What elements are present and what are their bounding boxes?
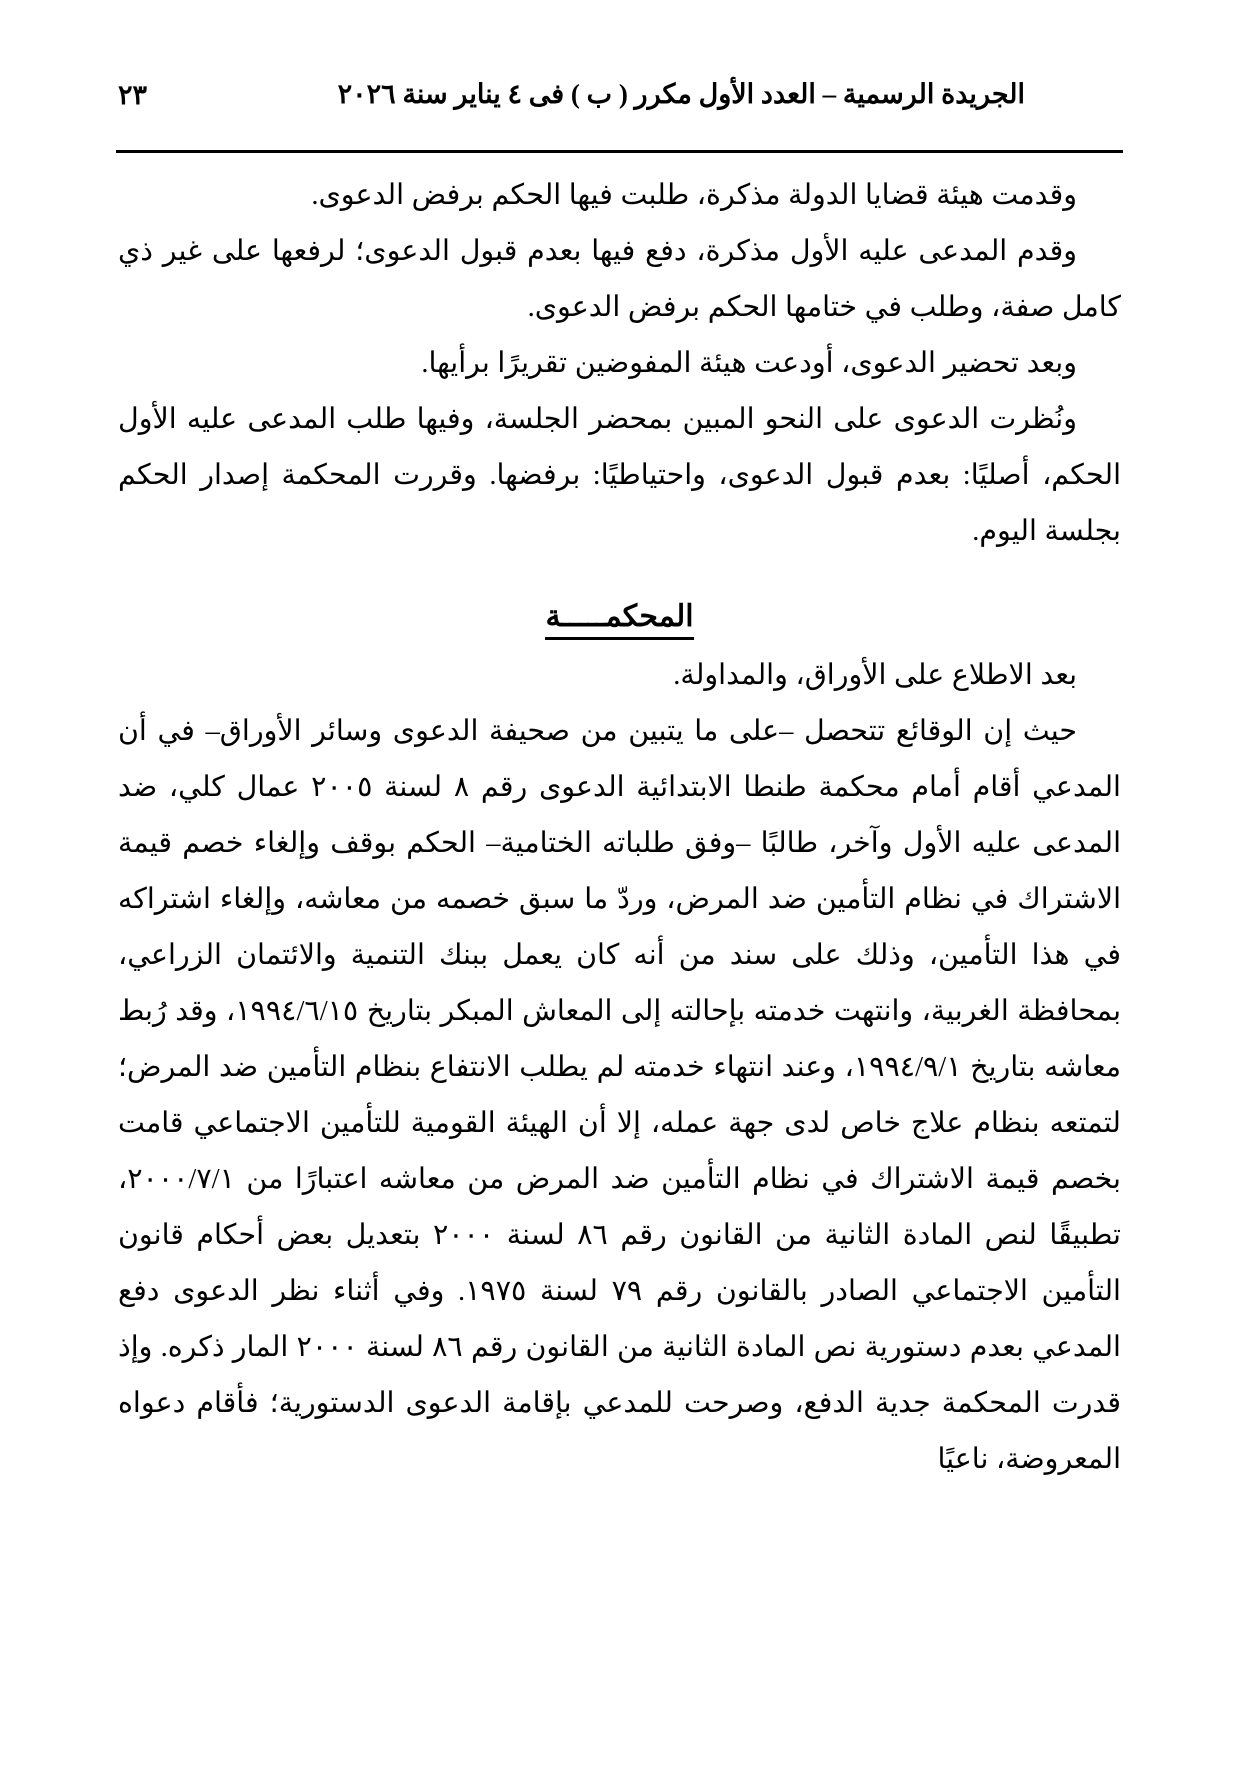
header-divider-rule xyxy=(116,150,1123,153)
paragraph-commissioners-report: وبعد تحضير الدعوى، أودعت هيئة المفوضين تقريرًا برأيها. xyxy=(421,348,1077,379)
paragraph-facts-of-the-case: حيث إن الوقائع تتحصل –على ما يتبين من صحيفة الدعوى وسائر الأوراق– في أن المدعي أقام أمام محكمة طنطا الابتدائية الدعوى رقم ٨ لسنة ٢٠٠٥ عمال كلي، ضد المدعى عليه الأول وآخر، طالبًا –وفق طلباته الختامية– الحكم بوقف وإلغاء خصم قيمة الاشتراك في نظام التأمين ضد المرض، وردّ ما سبق خصمه من معاشه، وإلغاء اشتراكه في هذا التأمين، وذلك على سند من أنه كان يعمل ببنك التنمية والائتمان الزراعي، بمحافظة الغربية، وانتهت خدمته بإحالته إلى المعاش المبكر بتاريخ ١٩٩٤/٦/١٥، وقد رُبط معاشه بتاريخ ١٩٩٤/٩/١، وعند انتهاء خدمته لم يطلب الانتفاع بنظام التأمين ضد المرض؛ لتمتعه بنظام علاج خاص لدى جهة عمله، إلا أن الهيئة القومية للتأمين الاجتماعي قامت بخصم قيمة الاشتراك في نظام التأمين ضد المرض من معاشه اعتبارًا من ٢٠٠٠/٧/١، تطبيقًا لنص المادة الثانية من القانون رقم ٨٦ لسنة ٢٠٠٠ بتعديل بعض أحكام قانون التأمين الاجتماعي الصادر بالقانون رقم ٧٩ لسنة ١٩٧٥. وفي أثناء نظر الدعوى دفع المدعي بعدم دستورية نص المادة الثانية من القانون رقم ٨٦ لسنة ٢٠٠٠ المار ذكره. وإذ قدرت المحكمة جدية الدفع، وصرحت للمدعي بإقامة الدعوى الدستورية؛ فأقام دعواه المعروضة، ناعيًا xyxy=(118,715,1122,1475)
document-body xyxy=(118,168,1121,1488)
paragraph-state-authority-memo: وقدمت هيئة قضايا الدولة مذكرة، طلبت فيها الحكم برفض الدعوى. xyxy=(311,180,1077,211)
page-number: ٢٣ xyxy=(118,80,148,110)
section-heading-the-court xyxy=(118,598,1121,640)
paragraph-hearing-summary: ونُظرت الدعوى على النحو المبين بمحضر الجلسة، وفيها طلب المدعى عليه الأول الحكم، أصليًا: بعدم قبول الدعوى، واحتياطيًا: برفضها. وقررت المحكمة إصدار الحكم بجلسة اليوم. xyxy=(118,404,1121,547)
gazette-title: الجريدة الرسمية – العدد الأول مكرر ( ب ) فى ٤ يناير سنة ٢٠٢٦ xyxy=(337,79,1025,109)
spacer xyxy=(118,560,1121,572)
paragraph-first-defendant-memo: وقدم المدعى عليه الأول مذكرة، دفع فيها بعدم قبول الدعوى؛ لرفعها على غير ذي كامل صفة، وطلب في ختامها الحكم برفض الدعوى. xyxy=(118,236,1121,323)
page-running-head xyxy=(118,78,1121,134)
section-heading-label: المحكمـــــة xyxy=(545,598,693,640)
paragraph-after-review: بعد الاطلاع على الأوراق، والمداولة. xyxy=(673,659,1077,691)
